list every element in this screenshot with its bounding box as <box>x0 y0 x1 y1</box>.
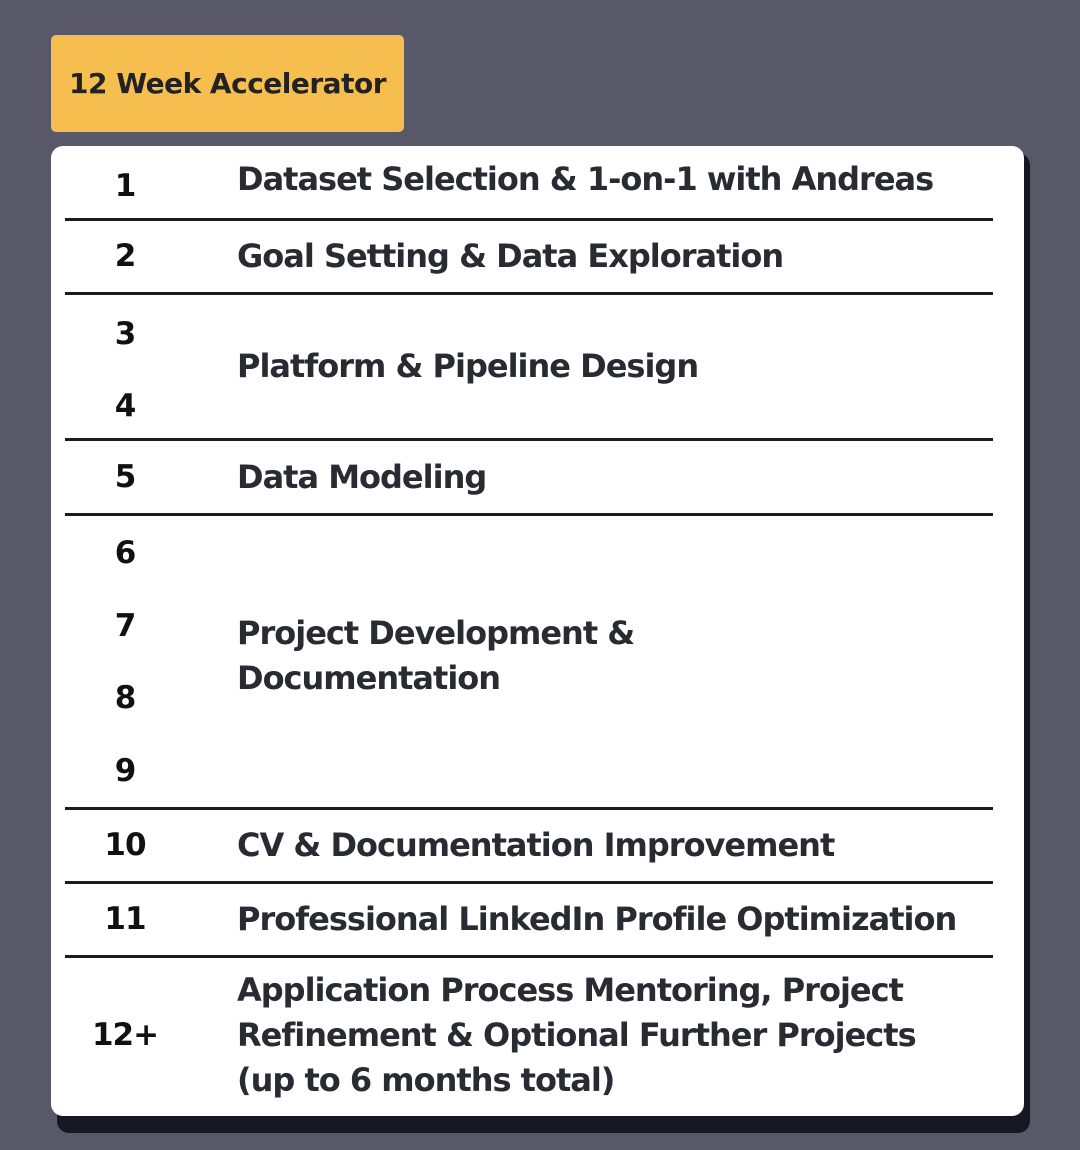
topic-cell <box>185 157 993 202</box>
program-title: 12 Week Accelerator <box>68 67 387 100</box>
topic-text-line-2: Refinement & Optional Further Projects <box>237 1016 916 1054</box>
schedule-row <box>65 441 993 516</box>
week-number: 11 <box>104 901 146 937</box>
week-column <box>65 295 185 438</box>
week-column <box>65 958 185 1113</box>
schedule-row <box>65 958 993 1113</box>
week-column <box>65 516 185 807</box>
topic-text-line-3: (up to 6 months total) <box>237 1061 615 1099</box>
topic-text-line-1: Project Development & <box>237 613 635 652</box>
topic-cell <box>185 611 993 701</box>
week-number: 9 <box>114 752 136 789</box>
topic-cell <box>185 968 993 1103</box>
week-number: 8 <box>114 680 136 717</box>
week-column <box>65 441 185 513</box>
week-number: 6 <box>114 535 136 571</box>
schedule-row <box>65 146 993 221</box>
week-number: 4 <box>114 388 136 424</box>
schedule-row <box>65 221 993 295</box>
topic-text-line-1: Application Process Mentoring, Project <box>237 971 903 1009</box>
schedule-row <box>65 884 993 958</box>
topic-cell <box>185 897 993 942</box>
week-number: 10 <box>104 827 146 863</box>
week-number: 5 <box>114 458 136 495</box>
schedule-row <box>65 516 993 810</box>
topic-text-line-2: Documentation <box>237 658 501 697</box>
topic-text: CV & Documentation Improvement <box>237 826 835 864</box>
week-column <box>65 884 185 955</box>
week-column <box>65 221 185 292</box>
week-column <box>65 810 185 881</box>
week-number: 7 <box>114 607 136 644</box>
schedule-table <box>65 146 993 1113</box>
topic-text: Data Modeling <box>237 457 487 496</box>
topic-text: Dataset Selection & 1-on-1 with Andreas <box>237 160 934 198</box>
topic-cell <box>185 234 993 279</box>
week-column <box>65 146 185 218</box>
week-number: 3 <box>114 316 136 352</box>
topic-text: Professional LinkedIn Profile Optimization <box>237 900 957 938</box>
topic-text: Goal Setting & Data Exploration <box>237 237 784 275</box>
topic-text: Platform & Pipeline Design <box>237 347 699 385</box>
program-title-tag <box>51 35 404 132</box>
week-number: 1 <box>114 168 136 204</box>
week-number: 2 <box>114 238 136 274</box>
topic-cell <box>185 344 993 389</box>
topic-cell <box>185 823 993 868</box>
topic-cell <box>185 455 993 500</box>
week-number: 12+ <box>91 1017 159 1053</box>
schedule-card <box>51 146 1024 1116</box>
schedule-row <box>65 810 993 884</box>
schedule-row <box>65 295 993 441</box>
